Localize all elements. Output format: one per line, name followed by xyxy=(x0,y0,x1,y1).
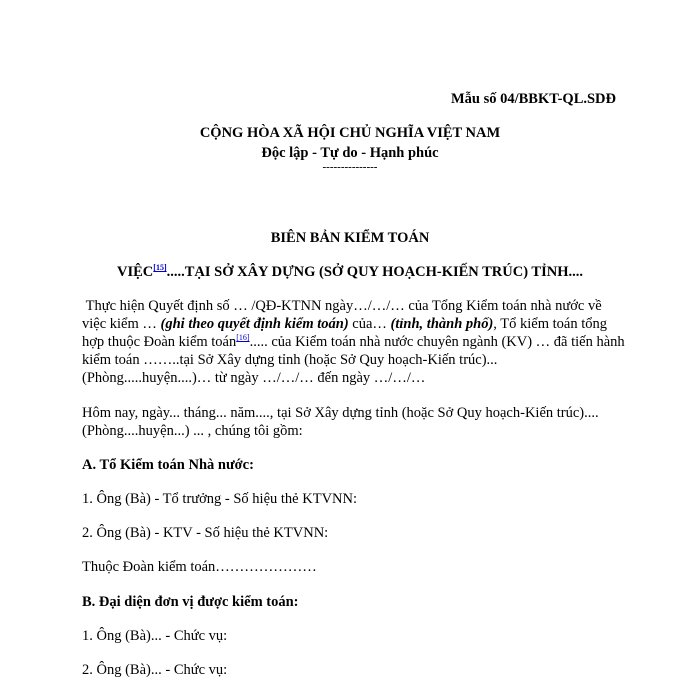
nation-name: CỘNG HÒA XÃ HỘI CHỦ NGHĨA VIỆT NAM xyxy=(199,125,501,141)
footnote-link-16[interactable]: [16] xyxy=(236,333,250,343)
intro-paragraph xyxy=(82,297,626,387)
section-a-item-2: 2. Ông (Bà) - KTV - Số hiệu thẻ KTVNN: xyxy=(82,525,329,541)
intro-text-3: , Tổ kiểm toán tổng hợp thuộc Đoàn kiểm toán xyxy=(82,316,608,350)
intro-italic-2: (tỉnh, thành phố) xyxy=(390,316,494,332)
document-title: BIÊN BẢN KIỂM TOÁN xyxy=(270,230,430,246)
intro-text-2: của… xyxy=(348,316,391,332)
section-a-item-1: 1. Ông (Bà) - Tổ trưởng - Số hiệu thẻ KTVNN: xyxy=(82,491,358,507)
subtitle-prefix: VIỆC xyxy=(117,264,154,280)
intro-italic-1: (ghi theo quyết định kiểm toán) xyxy=(160,316,349,332)
section-a-heading: A. Tổ Kiểm toán Nhà nước: xyxy=(82,457,254,473)
section-b-heading: B. Đại diện đơn vị được kiểm toán: xyxy=(82,594,299,610)
section-b-item-1: 1. Ông (Bà)... - Chức vụ: xyxy=(82,628,228,644)
national-motto: Độc lập - Tự do - Hạnh phúc xyxy=(261,145,439,161)
meeting-paragraph: Hôm nay, ngày... tháng... năm...., tại Sở Xây dựng tỉnh (hoặc Sở Quy hoạch-Kiến trúc).... (Phòng....huyện...) ... , chúng tôi gồm: xyxy=(82,405,599,439)
section-b-item-2: 2. Ông (Bà)... - Chức vụ: xyxy=(82,662,228,678)
form-code: Mẫu số 04/BBKT-QL.SDĐ xyxy=(450,91,616,107)
intro-text-4: ..... của Kiểm toán nhà nước chuyên ngành (KV) … đã tiến hành kiểm toán ……..tại Sở Xây dựng tỉnh (hoặc Sở Quy hoạch-Kiến trúc)... (Phòng.....huyện....)… từ ngày …/…/… đến ngày …/…/… xyxy=(82,334,625,386)
intro-text-1: Thực hiện Quyết định số … /QĐ-KTNN ngày…/…/… của Tổng Kiểm toán nhà nước về việc kiểm … xyxy=(82,298,602,332)
document-subtitle xyxy=(0,263,700,281)
subtitle-rest: .....TẠI SỞ XÂY DỰNG (SỞ QUY HOẠCH-KIẾN TRÚC) TỈNH.... xyxy=(166,264,583,280)
header-separator: --------------- xyxy=(322,161,378,173)
section-a-team: Thuộc Đoàn kiểm toán………………… xyxy=(82,559,317,575)
footnote-link-15[interactable]: [15] xyxy=(153,263,167,273)
